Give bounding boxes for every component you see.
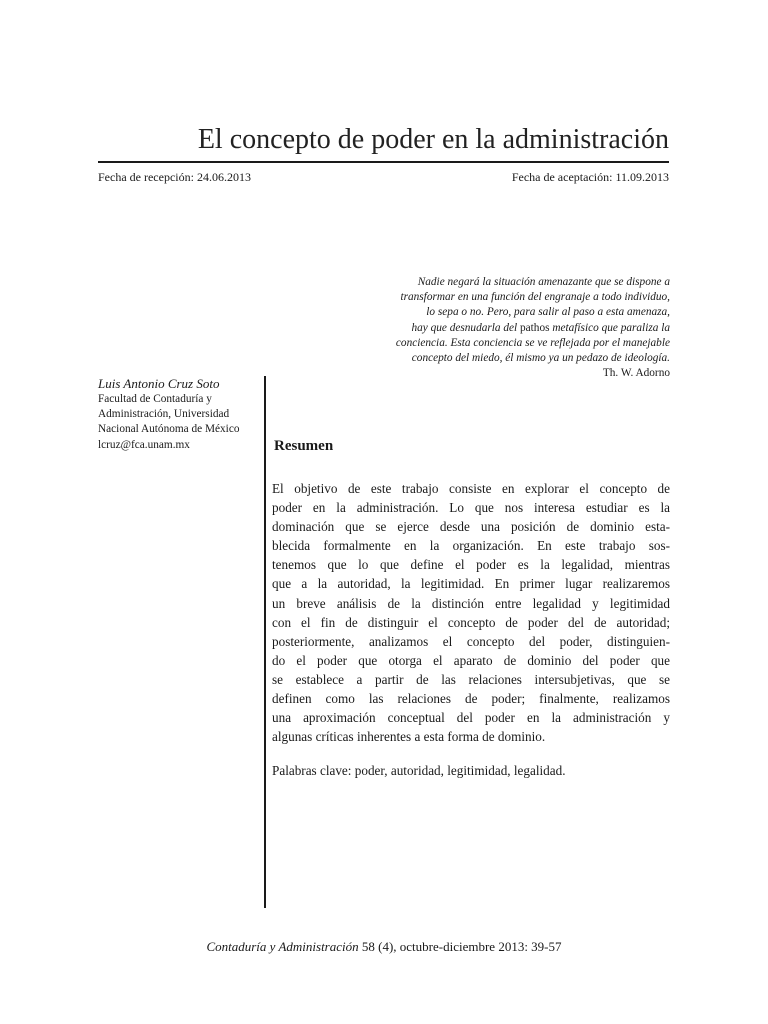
abstract-line: una aproximación conceptual del poder en la administración y bbox=[272, 710, 670, 726]
affiliation-line: Facultad de Contaduría y bbox=[98, 393, 212, 405]
abstract-line: se establece a partir de las relaciones intersubjetivas, que se bbox=[272, 671, 670, 687]
journal-details: 58 (4), octubre-diciembre 2013: 39-57 bbox=[358, 939, 562, 954]
abstract-line: do el poder que otorga el aparato de dominio del poder que bbox=[272, 652, 670, 668]
affiliation-line: Administración, Universidad bbox=[98, 408, 230, 421]
abstract-line: con el fin de distinguir el concepto de poder del de autoridad; bbox=[272, 614, 670, 630]
abstract-line: poder en la administración. Lo que nos interesa estudiar es la bbox=[272, 500, 670, 516]
epigraph-author: Th. W. Adorno bbox=[602, 367, 670, 380]
epigraph bbox=[310, 275, 670, 381]
affiliation-line: Nacional Autónoma de México bbox=[98, 423, 240, 436]
epigraph-fragment: metafísico que paraliza la bbox=[549, 321, 670, 334]
epigraph-line: concepto del miedo, él mismo ya un pedazo de ideología. bbox=[411, 352, 670, 365]
author-email: lcruz@fca.unam.mx bbox=[98, 438, 190, 451]
abstract-line: El objetivo de este trabajo consiste en explorar el concepto de bbox=[272, 481, 670, 496]
reception-date: Fecha de recepción: 24.06.2013 bbox=[98, 170, 251, 184]
epigraph-line bbox=[310, 321, 670, 336]
epigraph-line: lo sepa o no. Pero, para salir al paso a esta amenaza, bbox=[426, 306, 670, 319]
epigraph-fragment: hay que desnudarla del bbox=[411, 321, 520, 334]
epigraph-line: conciencia. Esta conciencia se ve reflejada por el manejable bbox=[395, 336, 670, 349]
journal-name: Contaduría y Administración bbox=[206, 939, 359, 954]
column-divider bbox=[264, 376, 266, 908]
abstract-body bbox=[272, 479, 670, 746]
author-name: Luis Antonio Cruz Soto bbox=[98, 376, 220, 391]
keywords: Palabras clave: poder, autoridad, legitimidad, legalidad. bbox=[272, 763, 566, 778]
journal-footer bbox=[0, 938, 768, 955]
author-block bbox=[98, 375, 260, 453]
abstract-line: tenemos que lo que define el poder es la legalidad, mientras bbox=[272, 557, 670, 573]
epigraph-line: Nadie negará la situación amenazante que se dispone a bbox=[417, 276, 670, 288]
abstract-line: posteriormente, analizamos el concepto del poder, distinguien- bbox=[272, 633, 670, 649]
abstract-line: definen como las relaciones de poder; finalmente, realizamos bbox=[272, 691, 670, 707]
epigraph-line: transformar en una función del engranaje a todo individuo, bbox=[400, 291, 670, 304]
epigraph-pathos: pathos bbox=[520, 321, 550, 334]
article-title: El concepto de poder en la administración bbox=[197, 124, 669, 155]
abstract-heading: Resumen bbox=[274, 438, 334, 454]
abstract-line: dominación que se ejerce desde una posición de dominio esta- bbox=[272, 519, 670, 535]
abstract-line: que a la autoridad, la legitimidad. En primer lugar realizaremos bbox=[272, 576, 670, 592]
abstract-line: algunas críticas inherentes a esta forma de dominio. bbox=[272, 729, 546, 745]
title-rule bbox=[98, 161, 669, 163]
abstract-line: un breve análisis de la distinción entre legalidad y legitimidad bbox=[272, 595, 670, 611]
abstract-line: blecida formalmente en la organización. En este trabajo sos- bbox=[272, 538, 670, 554]
acceptance-date: Fecha de aceptación: 11.09.2013 bbox=[511, 170, 669, 184]
